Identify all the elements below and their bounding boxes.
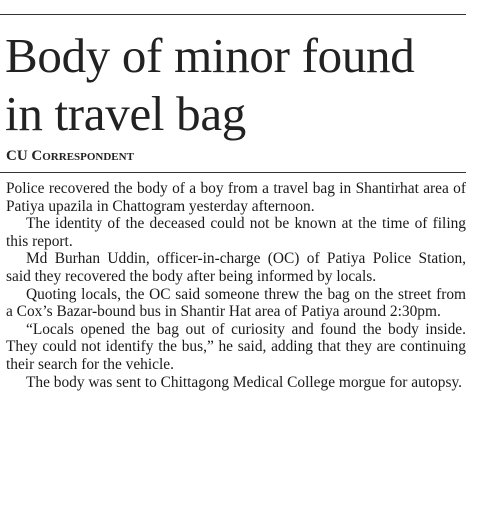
headline xyxy=(5,27,475,143)
article-paragraph-5: “Locals opened the bag out of curiosity and found the body inside. They could not identify the bus,” he said, adding that they are continuing their search for the vehicle. xyxy=(6,320,466,373)
article-paragraph-4: Quoting locals, the OC said someone threw the bag on the street from a Cox’s Bazar-bound bus in Shantir Hat area of Patiya around 2:30pm. xyxy=(6,285,466,321)
headline-line-2: in travel bag xyxy=(5,86,247,141)
article-paragraph-2: The identity of the deceased could not be known at the time of filing this report. xyxy=(6,215,466,250)
byline: CU Correspondent xyxy=(6,148,134,164)
top-rule xyxy=(0,14,466,15)
article-paragraph-6: The body was sent to Chittagong Medical College morgue for autopsy. xyxy=(26,373,462,391)
article-paragraph-3: Md Burhan Uddin, officer-in-charge (OC) of Patiya Police Station, said they recovered the body after being informed by locals. xyxy=(6,250,466,285)
byline-rule xyxy=(0,172,466,173)
article-paragraph-1: Police recovered the body of a boy from a travel bag in Shantirhat area of Patiya upazila in Chattogram yesterday afternoon. xyxy=(6,180,466,215)
headline-line-1: Body of minor found xyxy=(5,28,415,83)
article-body xyxy=(6,180,466,391)
